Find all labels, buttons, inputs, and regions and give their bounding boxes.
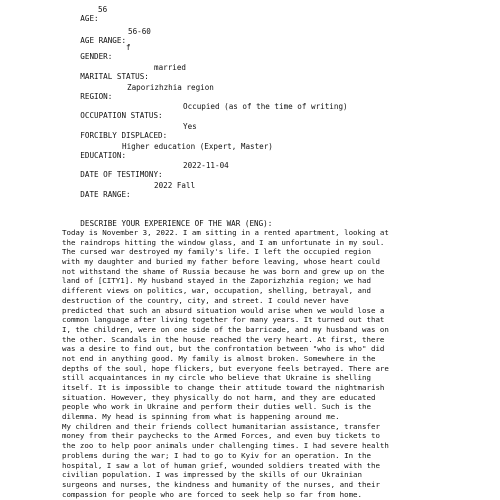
testimony-line: surgeons and nurses, the kindness and humanity of the nurses, and their (62, 479, 380, 489)
testimony-line: itself. It is impossible to change their attitude toward the nightmarish (62, 383, 385, 392)
field-value: 56 (98, 5, 108, 14)
field-label: REGION: (80, 92, 113, 101)
field-label: MARITAL STATUS: (80, 72, 149, 81)
testimony-line: not end in anything good. My family is almost broken. Somewhere in the (62, 353, 376, 363)
testimony-line: not withstand the shame of Russia because he was born and grew up on the (62, 266, 385, 276)
field-label: AGE: (80, 14, 99, 23)
testimony-line: hospital, I saw a lot of human grief, wounded soldiers treated with the (62, 460, 380, 470)
field-value: 2022-11-04 (183, 161, 229, 170)
testimony-line: destruction of the country, city, and street. I could never have (62, 295, 349, 305)
field-label: GENDER: (80, 52, 113, 61)
field-value: Occupied (as of the time of writing) (183, 102, 348, 111)
testimony-line: I, the children, were on one side of the barricade, and my husband was on (62, 324, 389, 334)
testimony-line: problems during the war; I had to go to Kyiv for an operation. In the (62, 450, 371, 460)
testimony-line: compassion for people who are forced to seek help so far from home. (62, 489, 363, 499)
field-label: EDUCATION: (80, 151, 127, 160)
testimony-line: still acquaintances in my circle who believe that Ukraine is shelling (62, 373, 371, 383)
testimony-line: the other. Scandals in the house reached the very heart. At first, there (62, 334, 385, 344)
field-value: married (154, 63, 187, 72)
field-label: DATE OF TESTIMONY: (80, 170, 163, 179)
testimony-line: My children and their friends collect humanitarian assistance, transfer (62, 421, 380, 431)
testimony-line: different views on politics, war, occupation, shelling, betrayal, and (62, 286, 371, 296)
field-value: f (126, 43, 131, 52)
field-value: Higher education (Expert, Master) (122, 142, 273, 151)
field-value: Zaporizhzhia region (127, 83, 214, 92)
testimony-body (62, 228, 482, 499)
field-label: AGE RANGE: (80, 36, 127, 45)
testimony-line: civilian population. I was impressed by the skills of our Ukrainian (62, 470, 363, 480)
prompt-label: DESCRIBE YOUR EXPERIENCE OF THE WAR (ENG): (80, 219, 273, 228)
testimony-line: common language after living together for many years. It turned out that (62, 315, 385, 325)
testimony-line: situation. However, they physically do not harm, and they are educated (62, 392, 376, 402)
testimony-line: The cursed war destroyed my family's life. I left the occupied region (62, 247, 371, 257)
testimony-line: money from their paychecks to the Armed Forces, and even buy tickets to (62, 431, 380, 441)
testimony-line: with my daughter and buried my father before leaving, whose heart could (62, 257, 380, 267)
testimony-line: was a desire to find out, but the confrontation between "who is who" did (62, 344, 385, 354)
field-value: Yes (183, 122, 197, 131)
testimony-line: land of [CITY1]. My husband stayed in the Zaporizhzhia region; we had (62, 276, 371, 286)
testimony-line: the raindrops hitting the window glass, and I am unfortunate in my soul. (62, 237, 385, 247)
field-label: DATE RANGE: (80, 190, 131, 199)
testimony-line: the zoo to help poor animals under challenging times. I had severe health (62, 441, 389, 451)
testimony-line: predicted that such an absurd situation would arise when we would lose a (62, 305, 385, 315)
testimony-line: Today is November 3, 2022. I am sitting in a rented apartment, looking at (62, 228, 389, 237)
field-label: FORCIBLY DISPLACED: (80, 131, 168, 140)
testimony-line: people who work in Ukraine and perform their duties well. Such is the (62, 402, 371, 412)
field-value: 56-60 (128, 27, 151, 36)
testimony-line: dilemma. My head is spinning from what is happening around me. (62, 412, 340, 422)
testimony-line: depths of the soul, hope flickers, but everyone feels betrayed. There are (62, 363, 389, 373)
field-value: 2022 Fall (154, 181, 196, 190)
field-label: OCCUPATION STATUS: (80, 111, 163, 120)
